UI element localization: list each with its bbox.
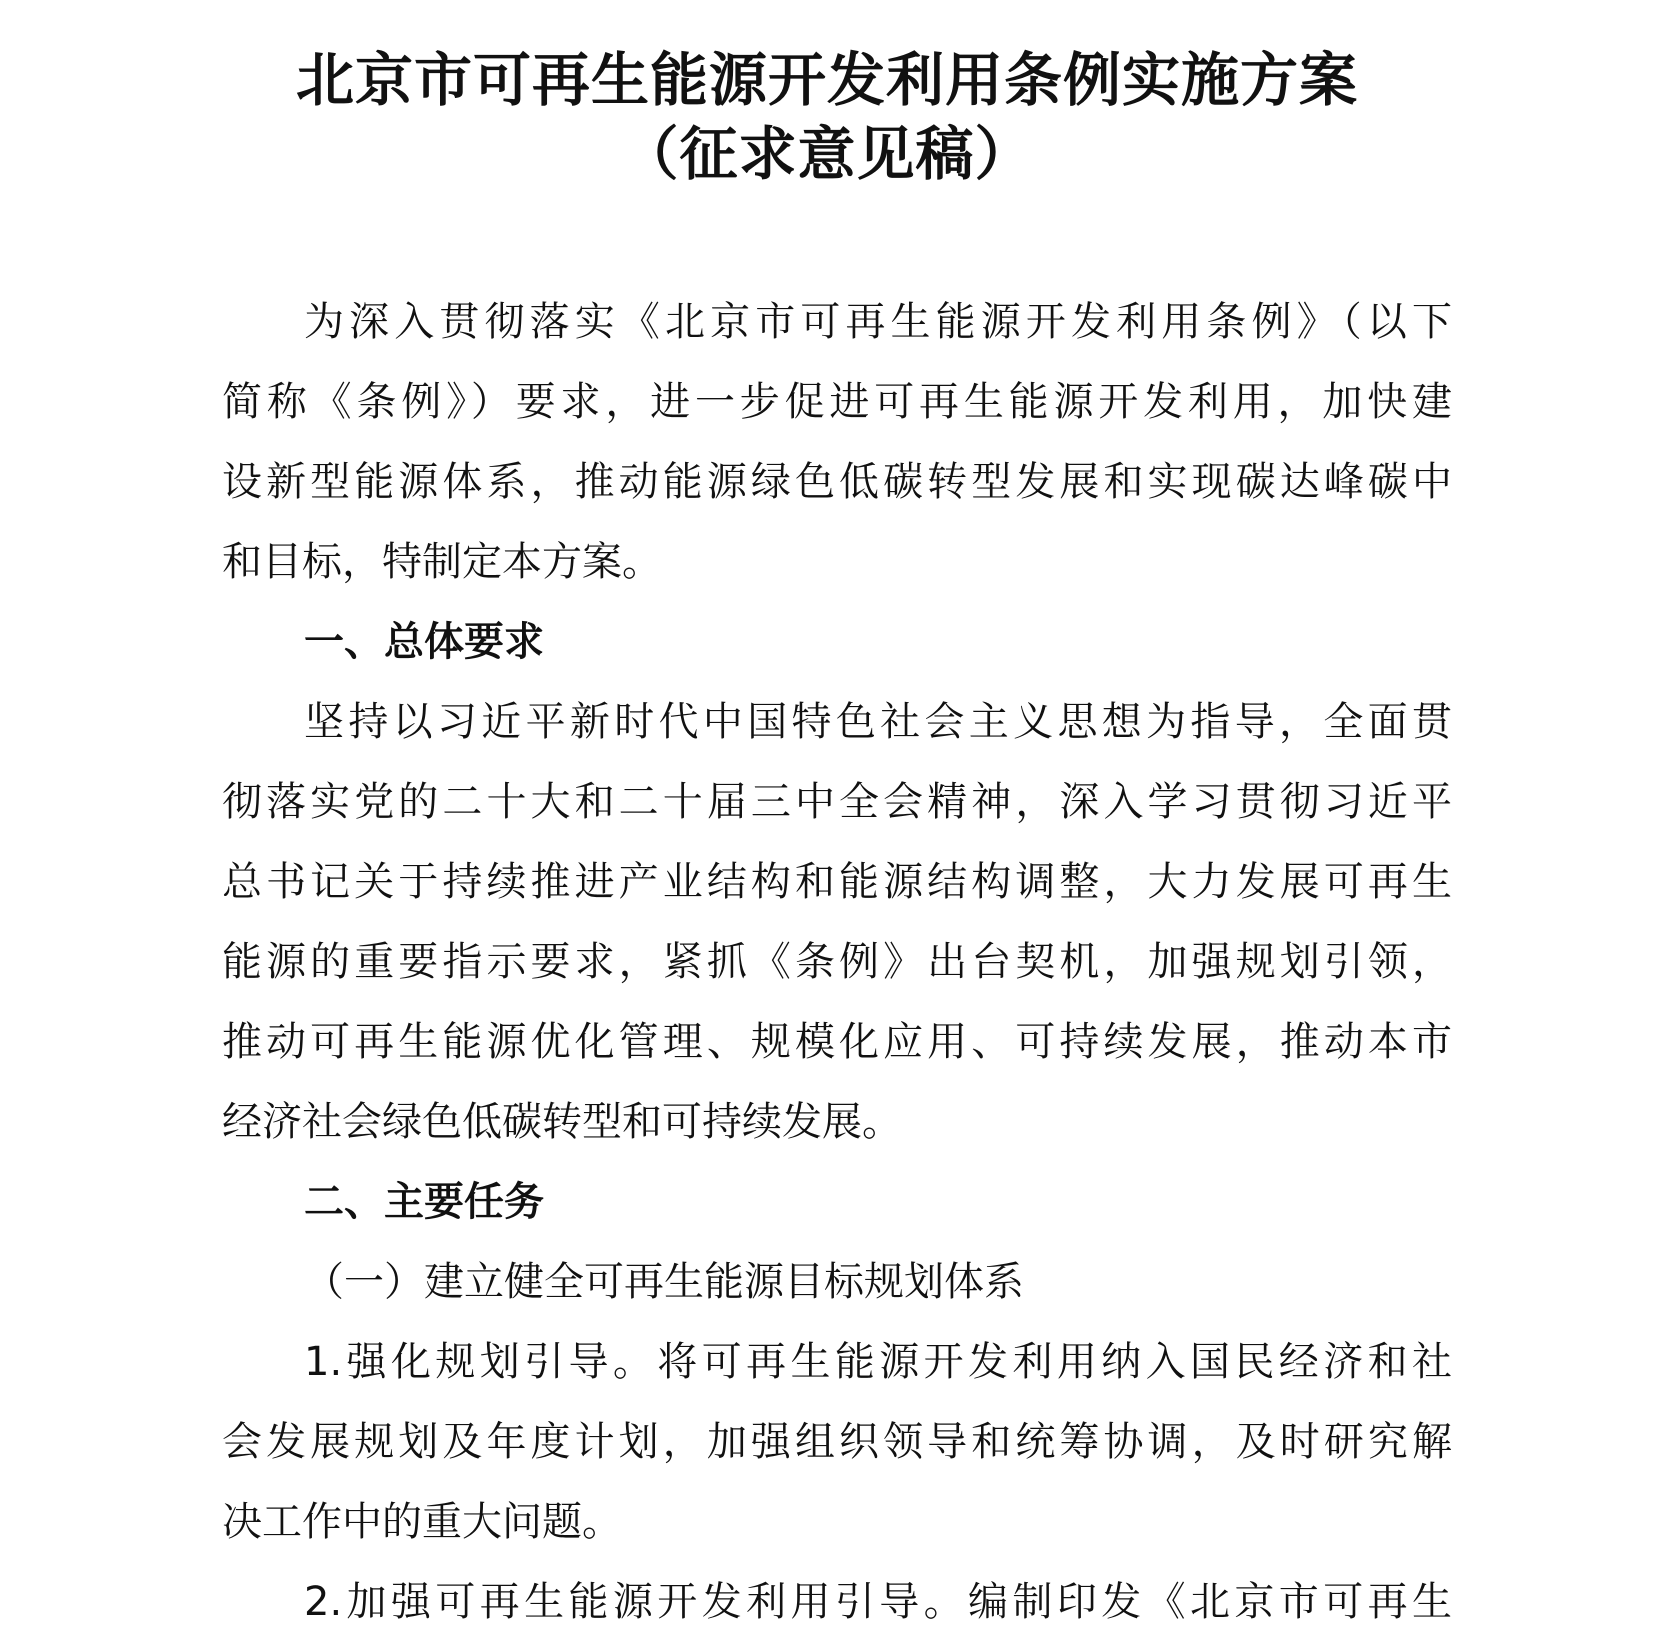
paragraph-general: [222, 682, 1452, 1162]
paragraph-line: 为深入贯彻落实《北京市可再生能源开发利用条例》（以下: [304, 299, 1452, 345]
paragraph-line: 经济社会绿色低碳转型和可持续发展。: [222, 1099, 902, 1145]
paragraph-line: 2.加强可再生能源开发利用引导。编制印发《北京市可再生: [304, 1579, 1452, 1625]
section-heading-general: 一、总体要求: [304, 619, 544, 665]
paragraph-line: 和目标，特制定本方案。: [222, 539, 662, 585]
paragraph-item-1: [222, 1322, 1452, 1562]
paragraph-line: 彻落实党的二十大和二十届三中全会精神，深入学习贯彻习近平: [222, 779, 1452, 825]
document-body: [222, 282, 1452, 1642]
subsection-heading: （一）建立健全可再生能源目标规划体系: [304, 1259, 1024, 1305]
paragraph-line: 简称《条例》）要求，进一步促进可再生能源开发利用，加快建: [222, 379, 1452, 425]
paragraph-item-2: [222, 1562, 1452, 1642]
paragraph-line: 坚持以习近平新时代中国特色社会主义思想为指导，全面贯: [304, 699, 1452, 745]
paragraph-line: 设新型能源体系，推动能源绿色低碳转型发展和实现碳达峰碳中: [222, 459, 1452, 505]
paragraph-line: 1.强化规划引导。将可再生能源开发利用纳入国民经济和社: [304, 1339, 1452, 1385]
section-heading-tasks: 二、主要任务: [304, 1179, 544, 1225]
paragraph-line: 决工作中的重大问题。: [222, 1499, 622, 1545]
paragraph-line: 总书记关于持续推进产业结构和能源结构调整，大力发展可再生: [222, 859, 1452, 905]
paragraph-line: 推动可再生能源优化管理、规模化应用、可持续发展，推动本市: [222, 1019, 1452, 1065]
document-title: 北京市可再生能源开发利用条例实施方案: [295, 46, 1358, 114]
paragraph-line: 能源的重要指示要求，紧抓《条例》出台契机，加强规划引领，: [222, 939, 1452, 985]
paragraph-intro: [222, 282, 1452, 602]
paragraph-line: 会发展规划及年度计划，加强组织领导和统筹协调，及时研究解: [222, 1419, 1452, 1465]
document-subtitle: （征求意见稿）: [620, 120, 1034, 188]
